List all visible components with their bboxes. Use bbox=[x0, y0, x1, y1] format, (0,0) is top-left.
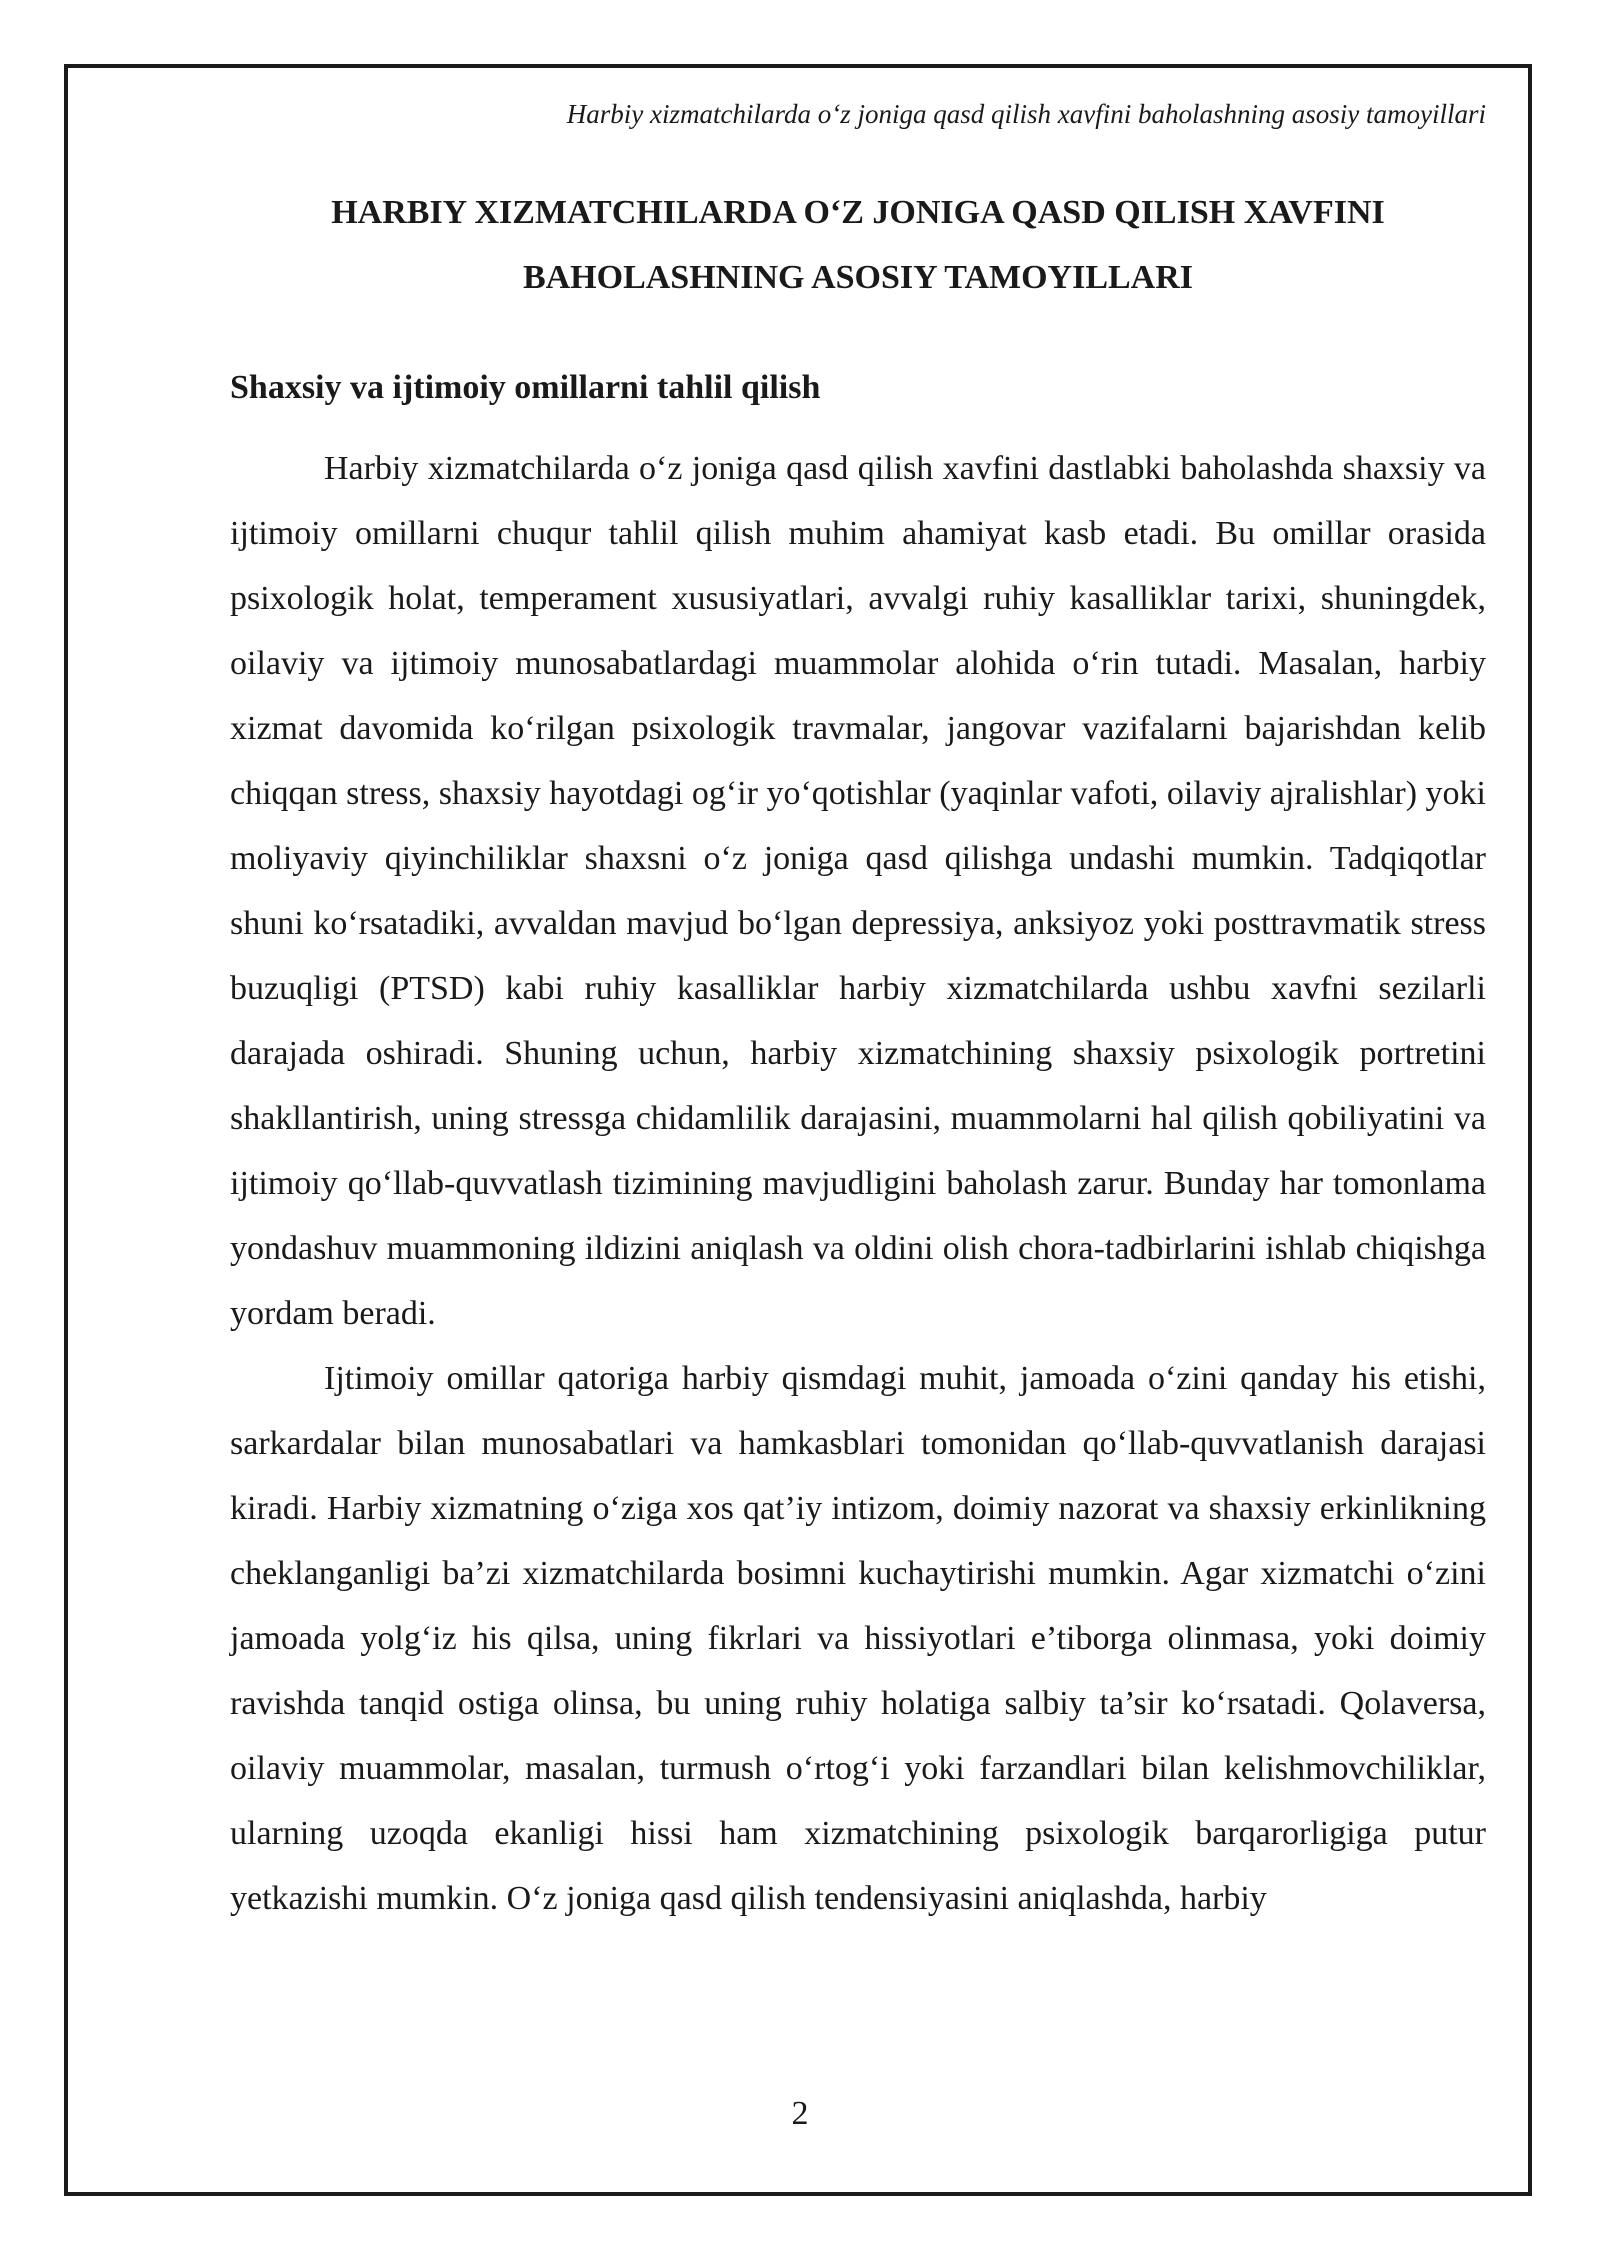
body-text bbox=[230, 436, 1486, 1931]
document-title-line-2: BAHOLASHNING ASOSIY TAMOYILLARI bbox=[522, 259, 1194, 296]
running-header: Harbiy xizmatchilarda o‘z joniga qasd qilish xavfini baholashning asosiy tamoyillari bbox=[566, 99, 1486, 129]
page-number: 2 bbox=[791, 2095, 809, 2132]
document-title-line-1: HARBIY XIZMATCHILARDA O‘Z JONIGA QASD QILISH XAVFINI bbox=[331, 194, 1385, 231]
paragraph: Ijtimoiy omillar qatoriga harbiy qismdagi muhit, jamoada o‘zini qanday his etishi, sarkardalar bilan munosabatlari va hamkasblari tomonidan qo‘llab-quvvatlanish darajasi kiradi. Harbiy xizmatning o‘ziga xos qat’iy intizom, doimiy nazorat va shaxsiy erkinlikning cheklanganligi ba’zi xizmatchilarda bosimni kuchaytirishi mumkin. Agar xizmatchi o‘zini jamoada yolg‘iz his qilsa, uning fikrlari va hissiyotlari e’tiborga olinmasa, yoki doimiy ravishda tanqid ostiga olinsa, bu uning ruhiy holatiga salbiy ta’sir ko‘rsatadi. Qolaversa, oilaviy muammolar, masalan, turmush o‘rtog‘i yoki farzandlari bilan kelishmovchiliklar, ularning uzoqda ekanligi hissi ham xizmatchining psixologik barqarorligiga putur yetkazishi mumkin. O‘z joniga qasd qilish tendensiyasini aniqlashda, harbiy bbox=[230, 1360, 1486, 1917]
document-title bbox=[230, 180, 1486, 310]
section-heading: Shaxsiy va ijtimoiy omillarni tahlil qilish bbox=[230, 369, 821, 406]
paragraph: Harbiy xizmatchilarda o‘z joniga qasd qilish xavfini dastlabki baholashda shaxsiy va ijtimoiy omillarni chuqur tahlil qilish muhim ahamiyat kasb etadi. Bu omillar orasida psixologik holat, temperament xususiyatlari, avvalgi ruhiy kasalliklar tarixi, shuningdek, oilaviy va ijtimoiy munosabatlardagi muammolar alohida o‘rin tutadi. Masalan, harbiy xizmat davomida ko‘rilgan psixologik travmalar, jangovar vazifalarni bajarishdan kelib chiqqan stress, shaxsiy hayotdagi og‘ir yo‘qotishlar (yaqinlar vafoti, oilaviy ajralishlar) yoki moliyaviy qiyinchiliklar shaxsni o‘z joniga qasd qilishga undashi mumkin. Tadqiqotlar shuni ko‘rsatadiki, avvaldan mavjud bo‘lgan depressiya, anksiyoz yoki posttravmatik stress buzuqligi (PTSD) kabi ruhiy kasalliklar harbiy xizmatchilarda ushbu xavfni sezilarli darajada oshiradi. Shuning uchun, harbiy xizmatchining shaxsiy psixologik portretini shakllantirish, uning stressga chidamlilik darajasini, muammolarni hal qilish qobiliyatini va ijtimoiy qo‘llab-quvvatlash tizimining mavjudligini baholash zarur. Bunday har tomonlama yondashuv muammoning ildizini aniqlash va oldini olish chora-tadbirlarini ishlab chiqishga yordam beradi. bbox=[230, 450, 1486, 1332]
